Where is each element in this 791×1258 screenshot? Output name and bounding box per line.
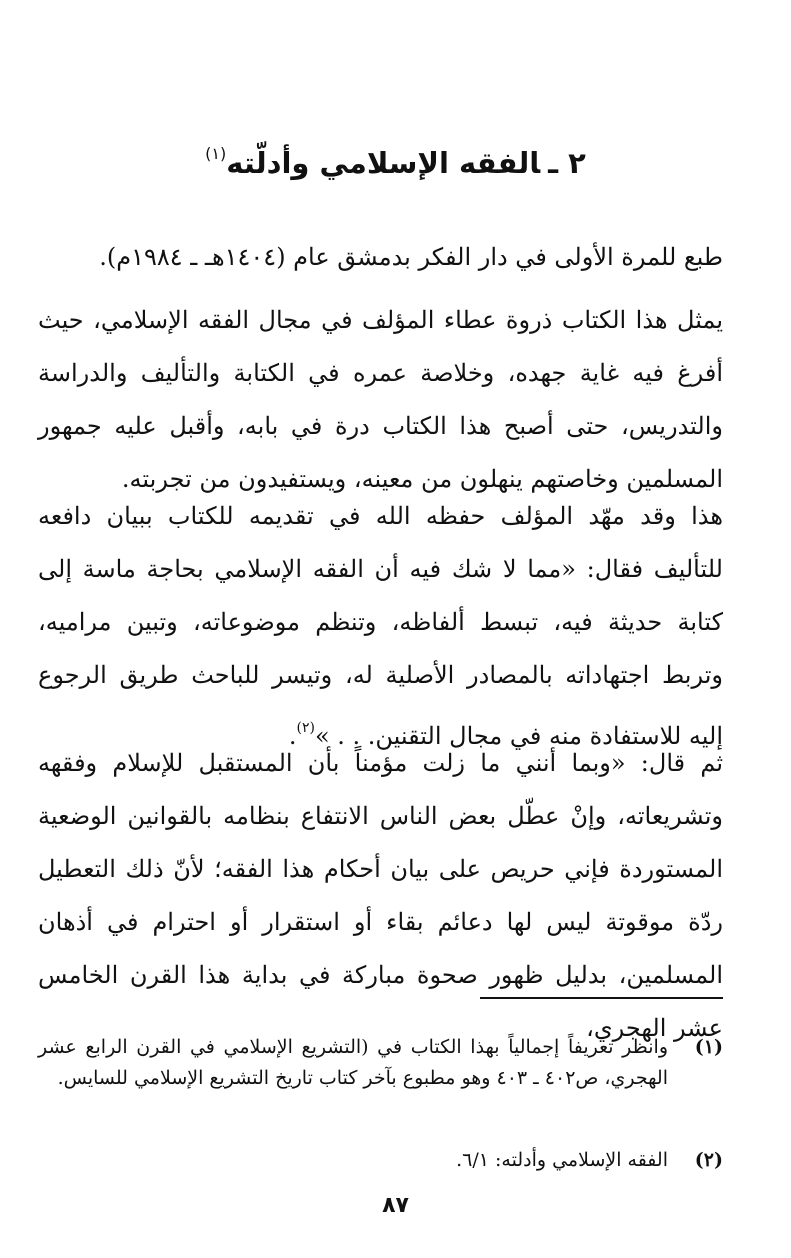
- footnote-marker: (١): [694, 1036, 723, 1058]
- footnote-marker: (٢): [694, 1149, 723, 1171]
- paragraph-end-mark: .: [288, 722, 297, 750]
- section-title: الفقه الإسلامي وأدلّته: [226, 146, 541, 180]
- footnote-2: [38, 1145, 723, 1176]
- paragraph-author-quote: [38, 737, 723, 1055]
- footnote-separator: [480, 997, 723, 999]
- paragraph-description: [38, 294, 723, 506]
- footnote-1: [38, 1032, 723, 1094]
- paragraph-text: يمثل هذا الكتاب ذروة عطاء المؤلف في مجال الفقه الإسلامي، حيث أفرغ فيه غاية جهده، وخلاصة عمره في الكتابة والتأليف والدراسة والتدريس، حتى أصبح هذا الكتاب درة في بابه، وأقبل عليه جمهور المسلمين وخاصتهم ينهلون من معينه، ويستفيدون من تجربته.: [38, 306, 723, 493]
- paragraph-author-motive: [38, 490, 723, 763]
- paragraph-footnote-ref: (٢): [296, 720, 315, 736]
- section-heading: [0, 132, 791, 185]
- page-number: ٨٧: [382, 1193, 409, 1218]
- paragraph-publication: [38, 231, 723, 284]
- paragraph-text: هذا وقد مهّد المؤلف حفظه الله في تقديمه للكتاب ببيان دافعه للتأليف فقال: «مما لا شك فيه أن الفقه الإسلامي بحاجة ماسة إلى كتابة حديثة فيه، تبسط ألفاظه، وتنظم موضوعاته، وتبين مراميه، وتربط اجتهاداته بالمصادر الأصلية له، وتيسر للباحث طريق الرجوع إليه للاستفادة منه في مجال التقنين. . . »: [38, 502, 723, 750]
- footnote-text: وانظر تعريفاً إجمالياً بهذا الكتاب في (التشريع الإسلامي في القرن الرابع عشر الهجري، ص٤٠٢ ـ ٤٠٣ وهو مطبوع بآخر كتاب تاريخ التشريع الإسلامي للسايس.: [38, 1036, 668, 1089]
- paragraph-text: طبع للمرة الأولى في دار الفكر بدمشق عام (١٤٠٤هـ ـ ١٩٨٤م).: [99, 243, 723, 271]
- paragraph-text: ثم قال: «وبما أنني ما زلت مؤمناً بأن المستقبل للإسلام وفقهه وتشريعاته، وإنْ عطّل بعض الناس الانتفاع بنظامه بالقوانين الوضعية المستوردة فإني حريص على بيان أحكام هذا الفقه؛ لأنّ ذلك التعطيل ردّة موقوتة ليس لها دعائم بقاء أو استقرار أو احترام في أذهان المسلمين، بدليل ظهور صحوة مباركة في بداية هذا القرن الخامس عشر الهجري،: [38, 749, 723, 1042]
- heading-footnote-ref: (١): [205, 144, 227, 163]
- footnote-text: الفقه الإسلامي وأدلته: ٦/١.: [456, 1149, 668, 1171]
- section-number: ٢ ـ: [548, 146, 586, 180]
